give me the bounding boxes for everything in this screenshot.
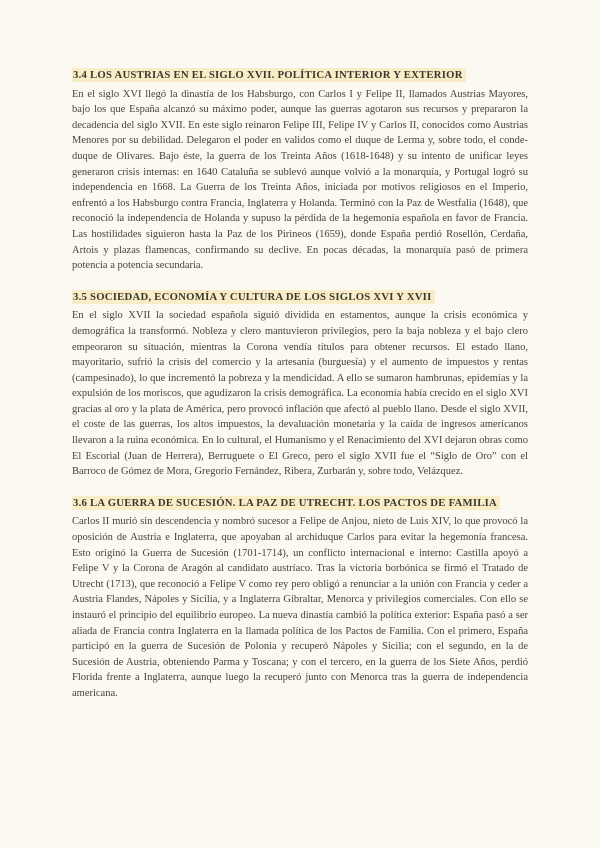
section-paragraph: Carlos II murió sin descendencia y nombró sucesor a Felipe de Anjou, nieto de Luis XIV, lo que provocó la oposición de Austria e Inglaterra, que apoyaban al archiduque Carlos para evitar la hegemonía francesa. Esto originó la Guerra de Sucesión (1701-1714), un conflicto internacional e interno: Castilla apoyó a Felipe V y la Corona de Aragón al candidato austríaco. Tras la victoria borbónica se firmó el Tratado de Utrecht (1713), que reconoció a Felipe V como rey pero obligó a renunciar a la unión con Francia y ceder a Austria Flandes, Nápoles y Sicilia, y a Inglaterra Gibraltar, Menorca y privilegios comerciales. Con ello se instauró el principio del equilibrio europeo. La nueva dinastía cambió la política exterior: España pasó a ser aliada de Francia contra Inglaterra en la llamada política de los Pactos de Familia. Con el primero, España participó en la guerra de Sucesión de Polonia y recuperó Nápoles y Sicilia; con el segundo, en la de Sucesión de Austria, obteniendo Parma y Toscana; y con el tercero, en la guerra de los Siete Años, perdió Florida frente a Inglaterra, aunque luego la recuperó junto con Menorca tras la guerra de independencia americana. [72, 516, 528, 699]
section-heading-row [72, 66, 528, 84]
section-paragraph: En el siglo XVI llegó la dinastía de los Habsburgo, con Carlos I y Felipe II, llamados Austrias Mayores, bajo los que España alcanzó su máximo poder, aunque las guerras agotaron sus recursos y prepararon la decadencia del siglo XVII. En este siglo reinaron Felipe III, Felipe IV y Carlos II, conocidos como Austrias Menores por su debilidad. Delegaron el poder en validos como el duque de Lerma y, sobre todo, el conde-duque de Olivares. Bajo éste, la guerra de los Treinta Años (1618-1648) y su intento de unificar leyes generaron crisis internas: en 1640 Cataluña se sublevó aunque volvió a la monarquía, y Portugal logró su independencia en 1668. La Guerra de los Treinta Años, iniciada por motivos religiosos en el Imperio, enfrentó a los Habsburgo contra Francia, Inglaterra y Holanda. Terminó con la Paz de Westfalia (1648), que reconoció la independencia de Holanda y supuso la pérdida de la hegemonía española en favor de Francia. Las hostilidades siguieron hasta la Paz de los Pirineos (1659), donde España perdió Rosellón, Cerdaña, Artois y plazas flamencas, confirmando su declive. En pocas décadas, la monarquía pasó de primera potencia a potencia secundaria. [72, 88, 528, 272]
section-guerra-sucesion [72, 494, 528, 702]
section-heading-row [72, 494, 528, 512]
section-heading: 3.4 LOS AUSTRIAS EN EL SIGLO XVII. POLÍTICA INTERIOR Y EXTERIOR [72, 68, 466, 82]
section-heading-row [72, 288, 528, 306]
section-paragraph: En el siglo XVII la sociedad española siguió dividida en estamentos, aunque la crisis económica y demográfica la transformó. Nobleza y clero mantuvieron privilegios, pero la baja nobleza y el bajo clero empeoraron su situación, mientras la Corona vendía títulos para obtener recursos. El estado llano, mayoritario, sufrió la crisis del comercio y la artesanía (burguesía) y el aumento de impuestos y rentas (campesinado), lo que incrementó la pobreza y la mendicidad. A ello se sumaron hambrunas, epidemias y la expulsión de los moriscos, que agudizaron la crisis demográfica. La economía había crecido en el siglo XVI gracias al oro y la plata de América, pero provocó inflación que afectó al pueblo llano. Desde el siglo XVII, el coste de las guerras, los altos impuestos, la devaluación monetaria y la caída de ingresos americanos llevaron a la ruina económica. En lo cultural, el Humanismo y el Renacimiento del XVI dejaron obras como El Escorial (Juan de Herrera), Berruguete o El Greco, pero el siglo XVII fue el “Siglo de Oro” con el Barroco de Gómez de Mora, Gregorio Fernández, Ribera, Zurbarán y, sobre todo, Velázquez. [72, 310, 528, 478]
section-sociedad-economia-cultura [72, 288, 528, 480]
section-austrias-siglo-xvii [72, 66, 528, 274]
section-heading: 3.5 SOCIEDAD, ECONOMÍA Y CULTURA DE LOS SIGLOS XVI Y XVII [72, 290, 435, 304]
section-heading: 3.6 LA GUERRA DE SUCESIÓN. LA PAZ DE UTRECHT. LOS PACTOS DE FAMILIA [72, 496, 500, 510]
